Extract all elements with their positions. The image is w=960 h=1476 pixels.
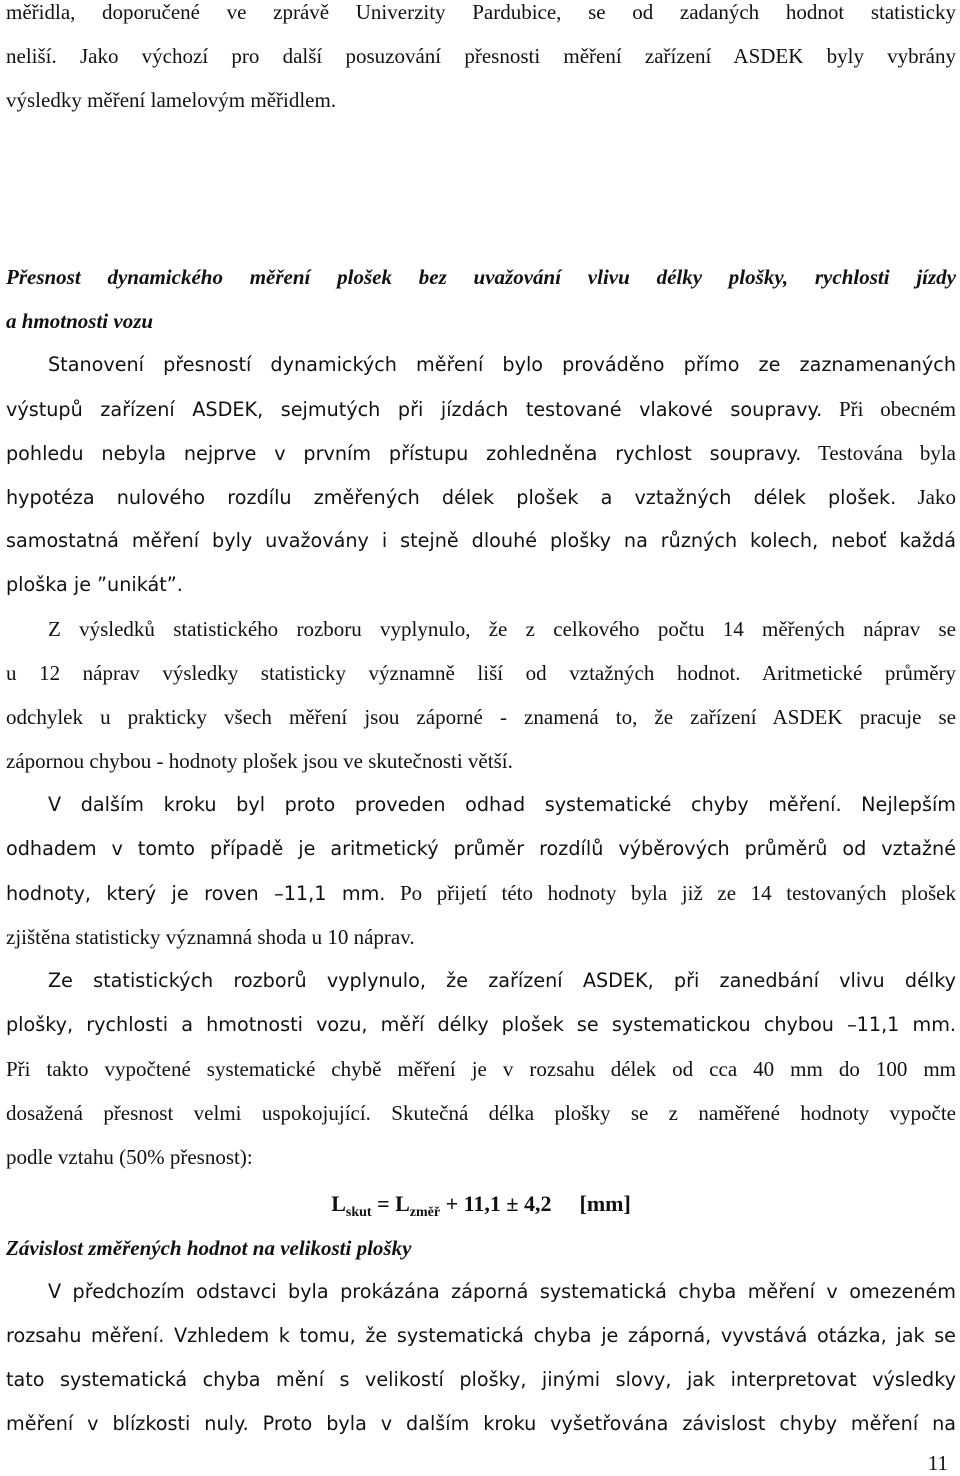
text-line: neliší. Jako výchozí pro další posuzování přesnosti měření zařízení ASDEK byly vybrány xyxy=(6,44,956,68)
text-span: V dalším kroku byl proto proveden odhad systematické chyby měření. xyxy=(48,793,842,816)
document-page xyxy=(6,0,956,1476)
text-line: podle vztahu (50% přesnost): xyxy=(6,1145,253,1169)
text-span: pohledu nebyla nejprve v prvním přístupu zohledněna rychlost soupravy. xyxy=(6,442,802,465)
text-span: Testována byla xyxy=(801,441,957,465)
section-heading: Přesnost dynamického měření plošek bez uvažování vlivu délky plošky, rychlosti jízdy xyxy=(6,265,956,289)
formula-part: = L xyxy=(371,1191,410,1216)
text-line xyxy=(6,878,956,909)
formula-subscript: změř xyxy=(409,1205,441,1220)
text-span: u 12 náprav výsledky statisticky významně liší od vztažných hodnot. xyxy=(6,661,741,685)
text-span: dosažená přesnost velmi uspokojující. xyxy=(6,1101,371,1125)
text-line xyxy=(6,394,956,425)
text-line: samostatná měření byly uvažovány i stejně dlouhé plošky na různých kolech, neboť každá xyxy=(6,529,956,552)
text-span: Skutečná délka plošky se z naměřené hodnoty vypočte xyxy=(370,1101,956,1125)
text-line: rozsahu měření. Vzhledem k tomu, že systematická chyba je záporná, vyvstává otázka, jak se xyxy=(6,1324,956,1347)
text-line: V předchozím odstavci byla prokázána záporná systematická chyba měření v omezeném xyxy=(48,1280,956,1303)
text-line: odchylek u prakticky všech měření jsou záporné - znamená to, že zařízení ASDEK pracuje se xyxy=(6,705,956,729)
text-span: Po přijetí této hodnoty byla již ze 14 testovaných plošek xyxy=(385,881,956,905)
text-line xyxy=(6,482,956,513)
text-span: Aritmetické průměry xyxy=(740,661,957,685)
text-line: plošky, rychlosti a hmotnosti vozu, měří délky plošek se systematickou chybou –11,1 mm. xyxy=(6,1013,956,1036)
text-line: odhadem v tomto případě je aritmetický průměr rozdílů výběrových průměrů od vztažné xyxy=(6,837,956,860)
formula-part: + 11,1 ± 4,2 xyxy=(440,1191,552,1216)
text-line: Ze statistických rozborů vyplynulo, že zařízení ASDEK, při zanedbání vlivu délky xyxy=(48,969,956,992)
formula-unit: [mm] xyxy=(579,1191,631,1216)
text-line: zjištěna statisticky významná shoda u 10 náprav. xyxy=(6,925,415,949)
formula-part: L xyxy=(331,1191,346,1216)
text-line: měření v blízkosti nuly. Proto byla v dalším kroku vyšetřována závislost chyby měření na xyxy=(6,1412,956,1435)
text-span: hodnoty, který je roven –11,1 mm. xyxy=(6,882,386,905)
section-heading: a hmotnosti vozu xyxy=(6,309,154,333)
formula-subscript: skut xyxy=(345,1205,372,1220)
text-line: měřidla, doporučené ve zprávě Univerzity Pardubice, se od zadaných hodnot statisticky xyxy=(6,0,956,24)
text-line: Z výsledků statistického rozboru vyplynulo, že z celkového počtu 14 měřených náprav se xyxy=(48,617,956,641)
text-line: Při takto vypočtené systematické chybě měření je v rozsahu délek od cca 40 mm do 100 mm xyxy=(6,1057,956,1081)
formula xyxy=(6,1189,956,1228)
text-line: výsledky měření lamelovým měřidlem. xyxy=(6,88,337,112)
text-line: tato systematická chyba mění s velikostí plošky, jinými slovy, jak interpretovat výsledky xyxy=(6,1368,956,1391)
section-heading: Závislost změřených hodnot na velikosti plošky xyxy=(6,1236,412,1260)
text-span: Jako xyxy=(896,485,956,509)
text-line xyxy=(6,438,956,469)
page-number: 11 xyxy=(927,1451,948,1475)
text-span: výstupů zařízení ASDEK, sejmutých při jízdách testované vlakové soupravy. xyxy=(6,398,823,421)
text-line: zápornou chybou - hodnoty plošek jsou ve skutečnosti větší. xyxy=(6,749,513,773)
text-span: Při obecném xyxy=(822,397,956,421)
text-line: Stanovení přesností dynamických měření bylo prováděno přímo ze zaznamenaných xyxy=(48,353,956,376)
text-line: ploška je ”unikát”. xyxy=(6,573,183,596)
text-line xyxy=(6,1098,956,1128)
text-line xyxy=(6,658,956,688)
text-span: hypotéza nulového rozdílu změřených délek plošek a vztažných délek plošek. xyxy=(6,486,897,509)
text-line xyxy=(6,790,956,820)
text-span: Nejlepším xyxy=(841,793,956,816)
